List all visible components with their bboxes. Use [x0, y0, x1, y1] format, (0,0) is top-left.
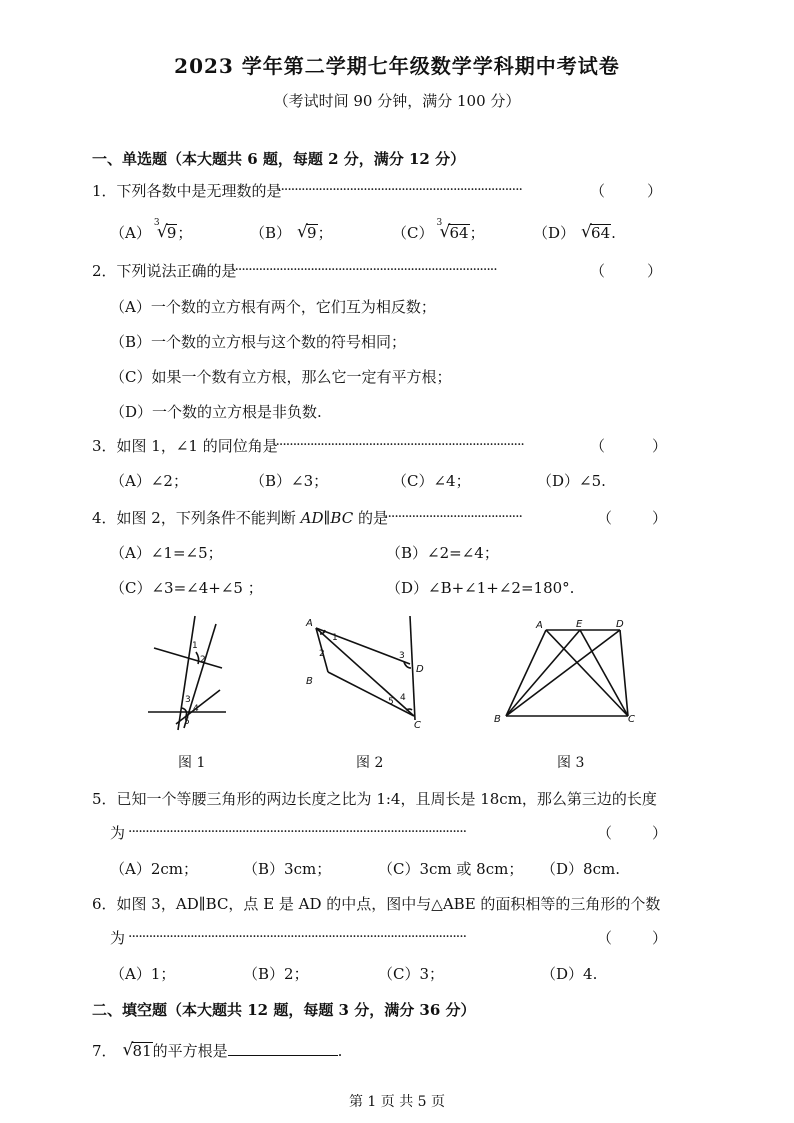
q4-option-a: （A）∠1=∠5； — [110, 544, 223, 562]
q7-end: . — [337, 1042, 343, 1060]
cube-root-symbol — [153, 218, 178, 242]
radical-sign: √ — [439, 222, 451, 242]
q3-option-c: （C）∠4； — [392, 472, 471, 490]
q1-option-d-label: （D） — [533, 224, 576, 242]
section1-title: 一、单选题（本大题共 6 题，每题 2 分，满分 12 分） — [92, 150, 466, 168]
exam-subtitle: （考试时间 90 分钟，满分 100 分） — [273, 92, 521, 110]
radicand: 9 — [307, 224, 317, 242]
page-footer: 第 1 页 共 5 页 — [348, 1094, 446, 1110]
fig3-label-B: B — [494, 714, 501, 725]
q2-option-a: （A）一个数的立方根有两个，它们互为相反数； — [110, 298, 436, 316]
q4-stem — [92, 507, 388, 528]
figure-3-diagram — [488, 612, 648, 737]
radicand: 64 — [591, 224, 611, 242]
q1-option-c — [392, 218, 485, 243]
fig2-segment-ad — [316, 628, 410, 664]
fig2-label-D: D — [416, 664, 424, 675]
q5-option-d: （D）8cm. — [541, 860, 620, 878]
q7-line — [92, 1040, 342, 1061]
figure-2-caption: 图 2 — [356, 755, 384, 771]
leader-dots: ············································································· — [231, 262, 497, 278]
q1-option-c-tail: ； — [469, 224, 485, 242]
q1-option-b-tail: ； — [317, 224, 333, 242]
q5-line1: 5．已知一个等腰三角形的两边长度之比为 1:4，且周长是 18cm，那么第三边的长度 — [92, 790, 657, 808]
q2-option-d: （D）一个数的立方根是非负数. — [110, 403, 322, 421]
q6-option-b: （B）2； — [243, 965, 309, 983]
fig3-segment-eb — [506, 630, 580, 716]
q6-bracket-close: ） — [652, 929, 668, 947]
radicand: 64 — [449, 224, 469, 242]
q5-bracket-close: ） — [652, 824, 668, 842]
leader-dots: ······································································· — [277, 182, 522, 198]
fig1-label-2: 2 — [200, 655, 206, 665]
q1-stem: 1．下列各数中是无理数的是 — [92, 182, 282, 200]
leader-dots: ········································································· — [272, 437, 524, 453]
q2-stem: 2．下列说法正确的是 — [92, 262, 237, 280]
q2-bracket-open: （ — [590, 262, 606, 280]
fig3-segment-db — [506, 630, 620, 716]
fig3-segment-ab — [506, 630, 546, 716]
q4-stem-end: 的是 — [353, 509, 388, 527]
fig2-label-1: 1 — [332, 633, 338, 643]
q4-stem-math: AD∥BC — [300, 509, 354, 527]
q7-number: 7． — [92, 1042, 117, 1060]
answer-blank[interactable] — [228, 1041, 338, 1056]
angle-arc — [196, 652, 199, 664]
square-root-symbol — [293, 224, 318, 242]
q2-option-b: （B）一个数的立方根与这个数的符号相同； — [110, 333, 407, 351]
q1-option-d-tail: . — [611, 224, 616, 242]
q3-bracket-open: （ — [590, 437, 606, 455]
root-index: 3 — [153, 218, 160, 228]
radical-sign: √ — [122, 1040, 134, 1060]
q6-bracket-open: （ — [597, 929, 613, 947]
q7-text: 的平方根是 — [152, 1042, 228, 1060]
figure-3-caption: 图 3 — [557, 755, 585, 771]
fig2-label-5: 5 — [388, 697, 394, 707]
q4-option-d: （D）∠B+∠1+∠2=180°. — [386, 579, 575, 597]
q3-option-a: （A）∠2； — [110, 472, 188, 490]
leader-dots: ········································ — [384, 509, 523, 525]
q1-option-a-tail: ； — [177, 224, 193, 242]
q5-option-a: （A）2cm； — [110, 860, 199, 878]
q6-line2: 为 — [110, 929, 126, 947]
angle-arc — [406, 709, 412, 710]
fig3-label-C: C — [628, 714, 635, 725]
q1-option-d — [533, 222, 616, 243]
radical-sign: √ — [156, 222, 168, 242]
q1-option-b-label: （B） — [250, 224, 292, 242]
q4-bracket-close: ） — [652, 509, 668, 527]
q2-option-c: （C）如果一个数有立方根，那么它一定有平方根； — [110, 368, 452, 386]
fig3-label-E: E — [576, 619, 583, 630]
q4-option-b: （B）∠2=∠4； — [386, 544, 499, 562]
q5-bracket-open: （ — [597, 824, 613, 842]
q3-bracket-close: ） — [652, 437, 668, 455]
fig2-label-A: A — [306, 618, 313, 629]
root-index: 3 — [436, 218, 443, 228]
section2-title: 二、填空题（本大题共 12 题，每题 3 分，满分 36 分） — [92, 1001, 476, 1019]
exam-title: 2023 学年第二学期七年级数学学科期中考试卷 — [174, 54, 620, 78]
leader-dots: ·································································································· — [128, 929, 467, 945]
q1-option-a-label: （A） — [110, 224, 151, 242]
fig3-label-D: D — [616, 619, 624, 630]
q4-option-c: （C）∠3=∠4+∠5 ； — [110, 579, 263, 597]
square-root-symbol — [577, 224, 611, 242]
fig1-label-1: 1 — [192, 641, 198, 651]
q1-option-c-label: （C） — [392, 224, 434, 242]
leader-dots: ·································································································· — [128, 824, 467, 840]
q3-option-d: （D）∠5. — [537, 472, 606, 490]
q5-option-b: （B）3cm； — [243, 860, 332, 878]
fig2-label-2: 2 — [319, 649, 325, 659]
cube-root-symbol — [435, 218, 469, 242]
q6-option-a: （A）1； — [110, 965, 176, 983]
fig1-label-5: 5 — [184, 717, 190, 727]
q1-bracket-close: ） — [647, 182, 663, 200]
radicand: 9 — [166, 224, 177, 242]
q5-line2: 为 — [110, 824, 126, 842]
q1-option-a — [110, 218, 193, 243]
radical-sign: √ — [297, 222, 308, 242]
q3-option-b: （B）∠3； — [250, 472, 329, 490]
q2-bracket-close: ） — [647, 262, 663, 280]
radicand: 81 — [132, 1042, 152, 1060]
q5-option-c: （C）3cm 或 8cm； — [378, 860, 524, 878]
figure-1-diagram — [140, 612, 240, 737]
figure-2-diagram — [298, 612, 438, 737]
fig2-label-4: 4 — [400, 693, 406, 703]
q6-option-d: （D）4. — [541, 965, 598, 983]
q1-bracket-open: （ — [590, 182, 606, 200]
fig2-label-B: B — [306, 676, 313, 687]
q3-stem: 3．如图 1，∠1 的同位角是 — [92, 437, 278, 455]
fig1-label-4: 4 — [193, 704, 199, 714]
q4-stem-start: 4．如图 2，下列条件不能判断 — [92, 509, 301, 527]
q1-option-b — [250, 222, 333, 243]
figure-1-caption: 图 1 — [178, 755, 206, 771]
q6-line1: 6．如图 3，AD∥BC，点 E 是 AD 的中点，图中与△ABE 的面积相等的三角形的个数 — [92, 895, 661, 913]
square-root-symbol — [119, 1042, 153, 1060]
fig2-label-3: 3 — [399, 651, 405, 661]
fig2-label-C: C — [414, 720, 421, 731]
q6-option-c: （C）3； — [378, 965, 445, 983]
fig1-label-3: 3 — [185, 695, 191, 705]
radical-sign: √ — [581, 222, 592, 242]
q4-bracket-open: （ — [597, 509, 613, 527]
fig3-label-A: A — [536, 620, 543, 631]
